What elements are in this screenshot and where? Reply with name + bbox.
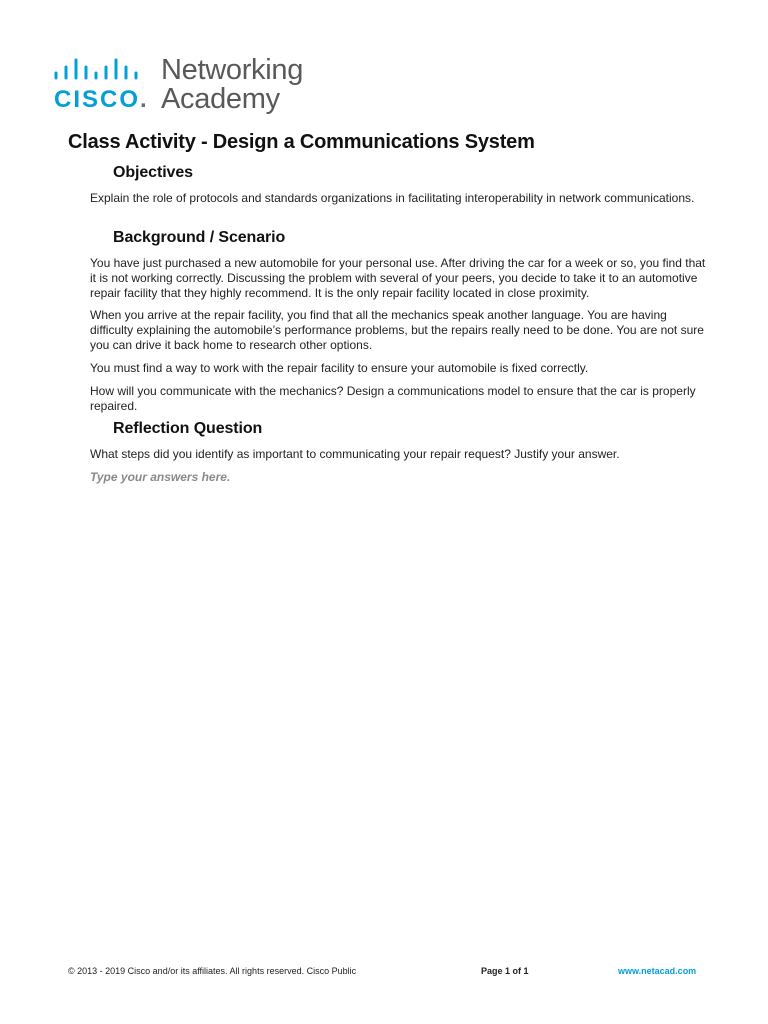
page-title: Class Activity - Design a Communications System <box>68 131 535 153</box>
background-paragraph-3: You must find a way to work with the repair facility to ensure your automobile is fixed correctly. <box>90 361 589 375</box>
footer-page-number: Page 1 of 1 <box>481 966 529 976</box>
background-heading: Background / Scenario <box>113 229 286 246</box>
footer-copyright: © 2013 - 2019 Cisco and/or its affiliates. All rights reserved. Cisco Public <box>68 966 357 976</box>
cisco-wordmark: CISCO. <box>54 86 149 113</box>
background-paragraph-4: How will you communicate with the mechanics? Design a communications model to ensure that the car is properly repaired. <box>90 384 696 413</box>
answer-field[interactable]: Type your answers here. <box>90 470 231 484</box>
background-paragraph-2: When you arrive at the repair facility, you find that all the mechanics speak another language. You are having difficulty explaining the automobile’s performance problems, but the repairs really need to be done. You are not sure you can drive it back home to research other options. <box>90 308 704 352</box>
cisco-bars-icon <box>54 58 146 82</box>
objectives-heading: Objectives <box>113 164 193 181</box>
reflection-question: What steps did you identify as important to communicating your repair request? Justify your answer. <box>90 447 620 461</box>
networking-academy-text <box>161 56 303 114</box>
background-paragraph-1: You have just purchased a new automobile for your personal use. After driving the car for a week or so, you find that it is not working correctly. Discussing the problem with several of your peers, you decide to take it to an automotive repair facility that they highly recommend. It is the only repair facility located in close proximity. <box>90 256 706 300</box>
footer-link[interactable]: www.netacad.com <box>618 966 697 976</box>
reflection-heading: Reflection Question <box>113 420 263 437</box>
objectives-text: Explain the role of protocols and standards organizations in facilitating interoperability in network communications. <box>90 191 695 205</box>
logo-line-2: Academy <box>161 83 280 115</box>
cisco-networking-academy-logo <box>54 54 314 118</box>
logo-line-1: Networking <box>161 54 304 86</box>
